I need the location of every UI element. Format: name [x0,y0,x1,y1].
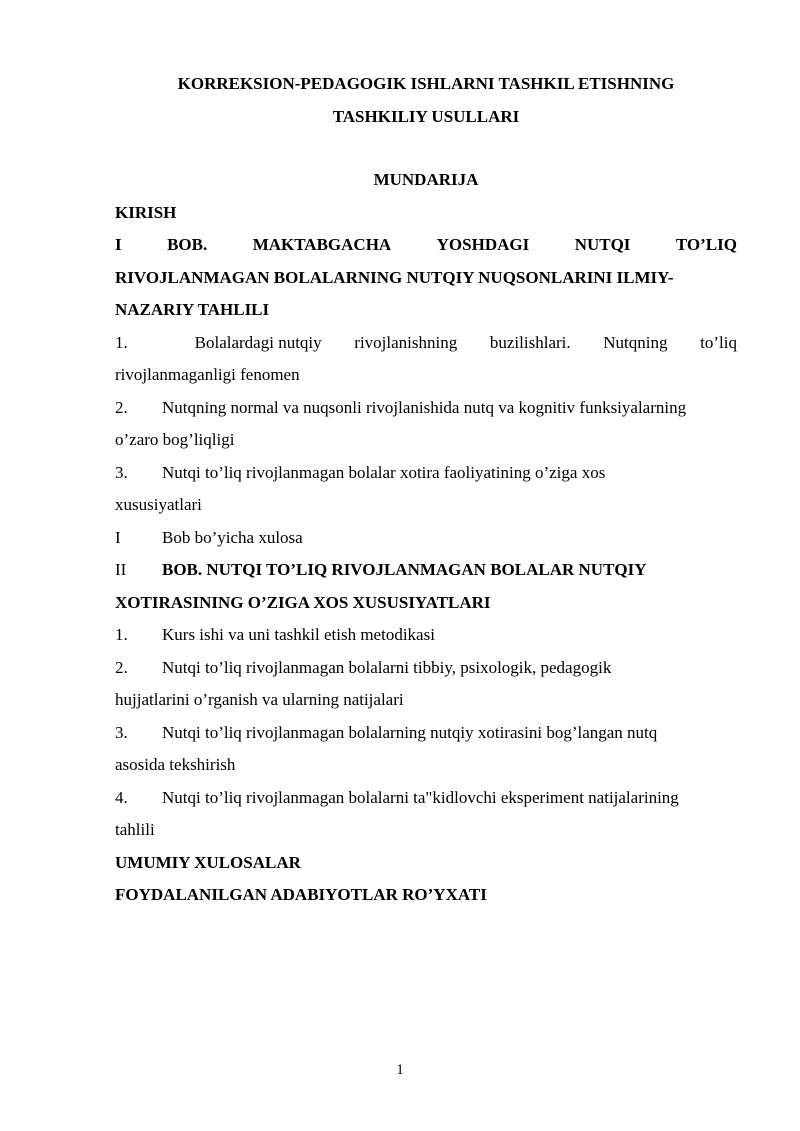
chapter-2-title-line-2: XOTIRASINING O’ZIGA XOS XUSUSIYATLARI [115,592,491,612]
document-title [115,68,737,133]
toc-intro: KIRISH [115,202,177,222]
chapter-2-title-line-1 [115,554,737,587]
toc-entry-number: I [115,527,121,547]
toc-entry-text: Nutqi to’liq rivojlanmagan bolalarning nutqiy xotirasini bog’langan nutq [162,722,658,742]
toc-entry-first-line [115,392,737,425]
toc-entry-continuation: rivojlanmaganligi fenomen [115,365,300,384]
toc-chapter-1-summary [115,522,737,555]
document-page [115,68,737,912]
toc-entry-number: II [115,560,127,579]
toc-conclusions: UMUMIY XULOSALAR [115,852,301,872]
toc-entry-text: Bob bo’yicha xulosa [162,527,303,547]
chapter-1-word: YOSHDAGI [436,235,530,254]
chapter-2-title-text: BOB. NUTQI TO’LIQ RIVOJLANMAGAN BOLALAR NUTQIY [162,560,647,579]
toc-entry-continuation: asosida tekshirish [115,755,236,774]
toc-entry-first-line [115,717,737,750]
toc-entry-first-line [115,652,737,685]
chapter-1-word: BOB. [167,235,208,254]
title-line-2: TASHKILIY USULLARI [332,106,520,126]
toc-entry-text: Nutqi to’liq rivojlanmagan bolalarni tibbiy, psixologik, pedagogik [162,657,612,677]
toc-entry-first-line [115,457,737,490]
toc-entry-2-3 [115,717,737,782]
toc-entry-word: buzilishlari. [489,332,571,352]
chapter-1-word: NUTQI [574,235,631,254]
toc-entry-2-4 [115,782,737,847]
toc-entry-continuation: o’zaro bog’liqligi [115,430,235,449]
toc-entry-word: Nutqning [603,332,668,352]
toc-entry-2-1 [115,619,737,652]
toc-entry-number: 1. [115,332,128,352]
page-number: 1 [396,1062,404,1078]
chapter-1-word: TO’LIQ [675,235,737,254]
toc-heading: MUNDARIJA [373,170,479,189]
toc-entry-number: 4. [115,787,128,807]
toc-entry-text: Nutqi to’liq rivojlanmagan bolalarni ta"kidlovchi eksperiment natijalarining [162,787,679,807]
chapter-1-word: I [115,235,122,254]
toc-entry-first-line [115,327,737,360]
toc-chapter-2 [115,554,737,619]
toc-entry-1-3 [115,457,737,522]
toc-entry-number: 2. [115,397,128,417]
toc-entry-continuation: xususiyatlari [115,495,202,514]
toc-entry-word: rivojlanishning [354,332,458,352]
toc-references: FOYDALANILGAN ADABIYOTLAR RO’YXATI [115,885,487,904]
chapter-1-title-line-3: NAZARIY TAHLILI [115,300,270,319]
toc-entry-1-1 [115,327,737,392]
toc-entry-continuation: hujjatlarini o’rganish va ularning natijalari [115,690,404,709]
toc-entry-continuation: tahlili [115,820,155,839]
toc-entry-number: 3. [115,462,128,482]
toc-entry-1-2 [115,392,737,457]
toc-entry-first-line [115,619,737,652]
toc-entry-number: 1. [115,625,128,644]
chapter-1-title-line-2: RIVOJLANMAGAN BOLALARNING NUTQIY NUQSONLARINI ILMIY- [115,267,674,287]
toc-entry-2-2 [115,652,737,717]
toc-entry-text: Kurs ishi va uni tashkil etish metodikasi [162,625,435,644]
toc-entry-word: to’liq [700,332,737,352]
toc-entry-word: Bolalardagi nutqiy [194,332,322,352]
toc-entry-number: 3. [115,722,128,742]
toc-chapter-1 [115,229,737,327]
toc-entry-text: Nutqi to’liq rivojlanmagan bolalar xotira faoliyatining o’ziga xos [162,462,606,482]
title-line-1: KORREKSION-PEDAGOGIK ISHLARNI TASHKIL ETISHNING [177,74,675,93]
chapter-1-title-line-1 [115,229,737,262]
chapter-1-word: MAKTABGACHA [252,235,392,254]
toc-entry-text: Nutqning normal va nuqsonli rivojlanishida nutq va kognitiv funksiyalarning [162,397,687,417]
toc-entry-first-line [115,782,737,815]
toc-entry-number: 2. [115,657,128,677]
